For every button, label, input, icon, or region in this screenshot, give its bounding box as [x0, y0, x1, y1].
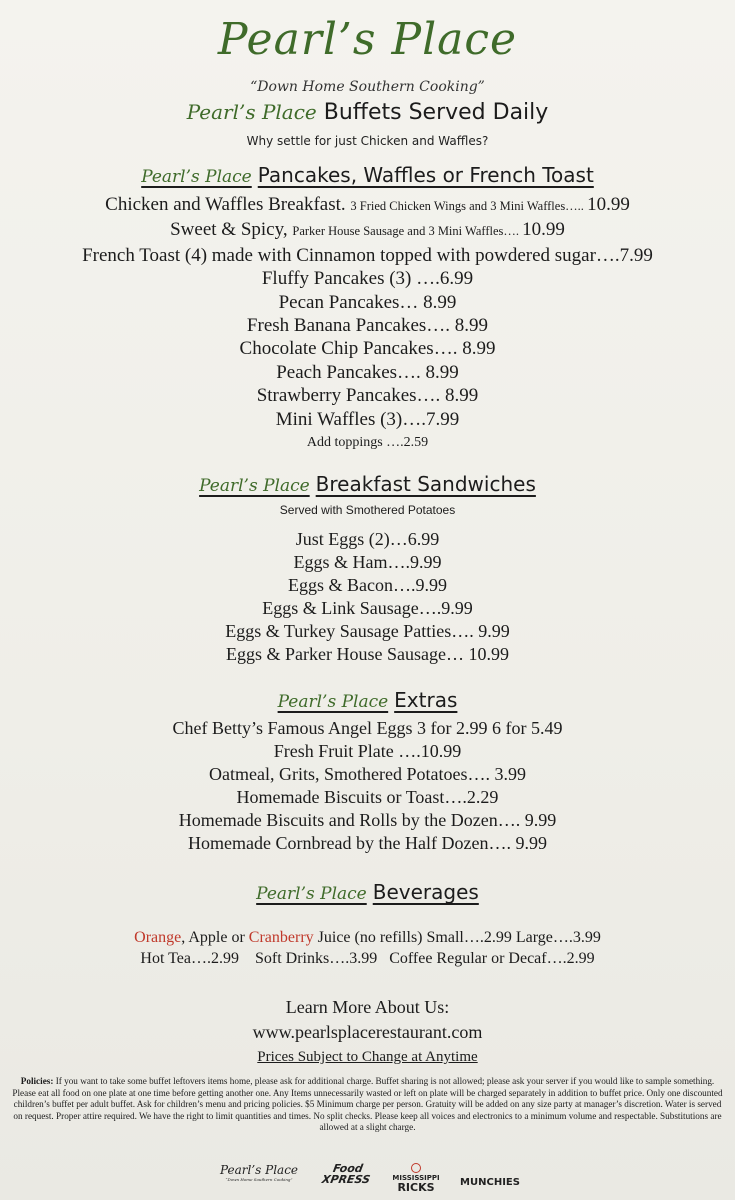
buffet-text: Buffets Served Daily: [323, 100, 549, 125]
extras-brand: Pearl’s Place: [277, 692, 389, 712]
menu-item: Homemade Cornbread by the Half Dozen…. 9.99: [188, 833, 547, 853]
learn-more-heading: Learn More About Us:: [285, 997, 450, 1017]
food-xpress-logo: Food XPRESS: [320, 1162, 372, 1186]
menu-item: Homemade Biscuits or Toast….2.29: [236, 787, 499, 807]
menu-item: Eggs & Ham….9.99: [293, 552, 442, 572]
policies-label: Policies:: [20, 1076, 54, 1086]
beverages-list: [0, 927, 735, 969]
menu-item: Just Eggs (2)…6.99: [295, 529, 440, 549]
pearls-place-logo: Pearl’s Place “Down Home Southern Cooking”: [219, 1163, 299, 1182]
menu-item: Chocolate Chip Pancakes…. 8.99: [239, 338, 496, 360]
website-link[interactable]: www.pearlsplacerestaurant.com: [252, 1022, 483, 1042]
sandwiches-title: Breakfast Sandwiches: [315, 472, 536, 496]
sandwiches-subtitle: Served with Smothered Potatoes: [279, 503, 456, 517]
pancakes-list: [0, 193, 735, 454]
menu-item: Eggs & Link Sausage….9.99: [262, 598, 473, 618]
footer-contact: [0, 995, 735, 1070]
beverages-brand: Pearl’s Place: [256, 884, 367, 904]
menu-item: Peach Pancakes…. 8.99: [276, 361, 459, 383]
menu-item: Homemade Biscuits and Rolls by the Dozen…. 9.99: [178, 810, 557, 830]
extras-section-heading: [0, 688, 735, 712]
restaurant-title: Pearl’s Place: [217, 14, 518, 65]
pancakes-section-heading: [0, 163, 735, 187]
menu-item: Chef Betty’s Famous Angel Eggs 3 for 2.99 6 for 5.49: [172, 718, 563, 738]
menu-item: Eggs & Bacon….9.99: [288, 575, 447, 595]
menu-item: Eggs & Turkey Sausage Patties…. 9.99: [225, 621, 510, 641]
menu-item: Fresh Fruit Plate ….10.99: [273, 741, 462, 761]
menu-item: French Toast (4) made with Cinnamon topped with powdered sugar….7.99: [82, 244, 653, 266]
mississippi-ricks-emblem-icon: [411, 1163, 421, 1173]
beverages-title: Beverages: [372, 880, 479, 904]
extras-title: Extras: [394, 688, 458, 712]
pancakes-brand: Pearl’s Place: [141, 167, 252, 187]
price-notice: Prices Subject to Change at Anytime: [257, 1049, 478, 1065]
buffet-subtitle: Why settle for just Chicken and Waffles?: [246, 134, 489, 148]
menu-item: Mini Waffles (3)….7.99: [275, 408, 460, 430]
menu-item: Oatmeal, Grits, Smothered Potatoes…. 3.99: [209, 764, 526, 784]
munchies-logo: MUNCHIES: [460, 1177, 520, 1188]
menu-item: Strawberry Pancakes…. 8.99: [256, 385, 479, 407]
cranberry-label: Cranberry: [248, 929, 314, 946]
menu-item: Fresh Banana Pancakes…. 8.99: [246, 315, 489, 337]
menu-item: Sweet & Spicy, Parker House Sausage and 3 Mini Waffles…. 10.99: [170, 219, 565, 241]
mississippi-ricks-logo: MISSISSIPPI RICKS: [386, 1163, 446, 1194]
beverages-section-heading: [0, 880, 735, 904]
sandwiches-section-heading: [0, 472, 735, 496]
sandwiches-list: [0, 528, 735, 666]
menu-item-juice: Orange, Apple or Cranberry Juice (no refills) Small….2.99 Large….3.99: [134, 929, 601, 946]
partner-logos: [0, 1163, 735, 1197]
policies-body: If you want to take some buffet leftovers items home, please ask for additional charge. Buffet sharing is not allowed; please ask your server if you would like to sample something. Please eat all food on one plate at one time before getting another one. Any Items unnecessarily wasted or left on plate will be charged separately in addition to buffet price. Only one discounted children’s buffet per adult buffet. Ask for children’s menu and pricing policies. $5 Minimum charge per person. Gratuity will be added on any size party at manager’s discretion. Water is served on request. Proper attire required. We have the right to limit quantities and times. No split checks. Please keep all voices and electronics to a minimum volume and respectable. Substitutions are allowed at a slight charge.: [12, 1076, 723, 1133]
buffet-heading: [0, 100, 735, 125]
menu-item: Eggs & Parker House Sausage… 10.99: [226, 644, 509, 664]
orange-label: Orange: [134, 929, 182, 946]
menu-item: Pecan Pancakes… 8.99: [278, 291, 457, 313]
buffet-brand: Pearl’s Place: [186, 100, 317, 124]
policies-text: [8, 1076, 727, 1134]
pancakes-title: Pancakes, Waffles or French Toast: [257, 163, 594, 187]
menu-item: Chicken and Waffles Breakfast. 3 Fried Chicken Wings and 3 Mini Waffles….. 10.99: [105, 194, 630, 215]
tagline: “Down Home Southern Cooking”: [250, 79, 485, 95]
menu-item: Fluffy Pancakes (3) ….6.99: [261, 268, 474, 290]
menu-item-toppings: Add toppings ….2.59: [306, 435, 429, 451]
extras-list: [0, 717, 735, 855]
sandwiches-brand: Pearl’s Place: [199, 476, 310, 496]
menu-item-hot-drinks: Hot Tea….2.99 Soft Drinks….3.99 Coffee Regular or Decaf….2.99: [140, 950, 595, 967]
